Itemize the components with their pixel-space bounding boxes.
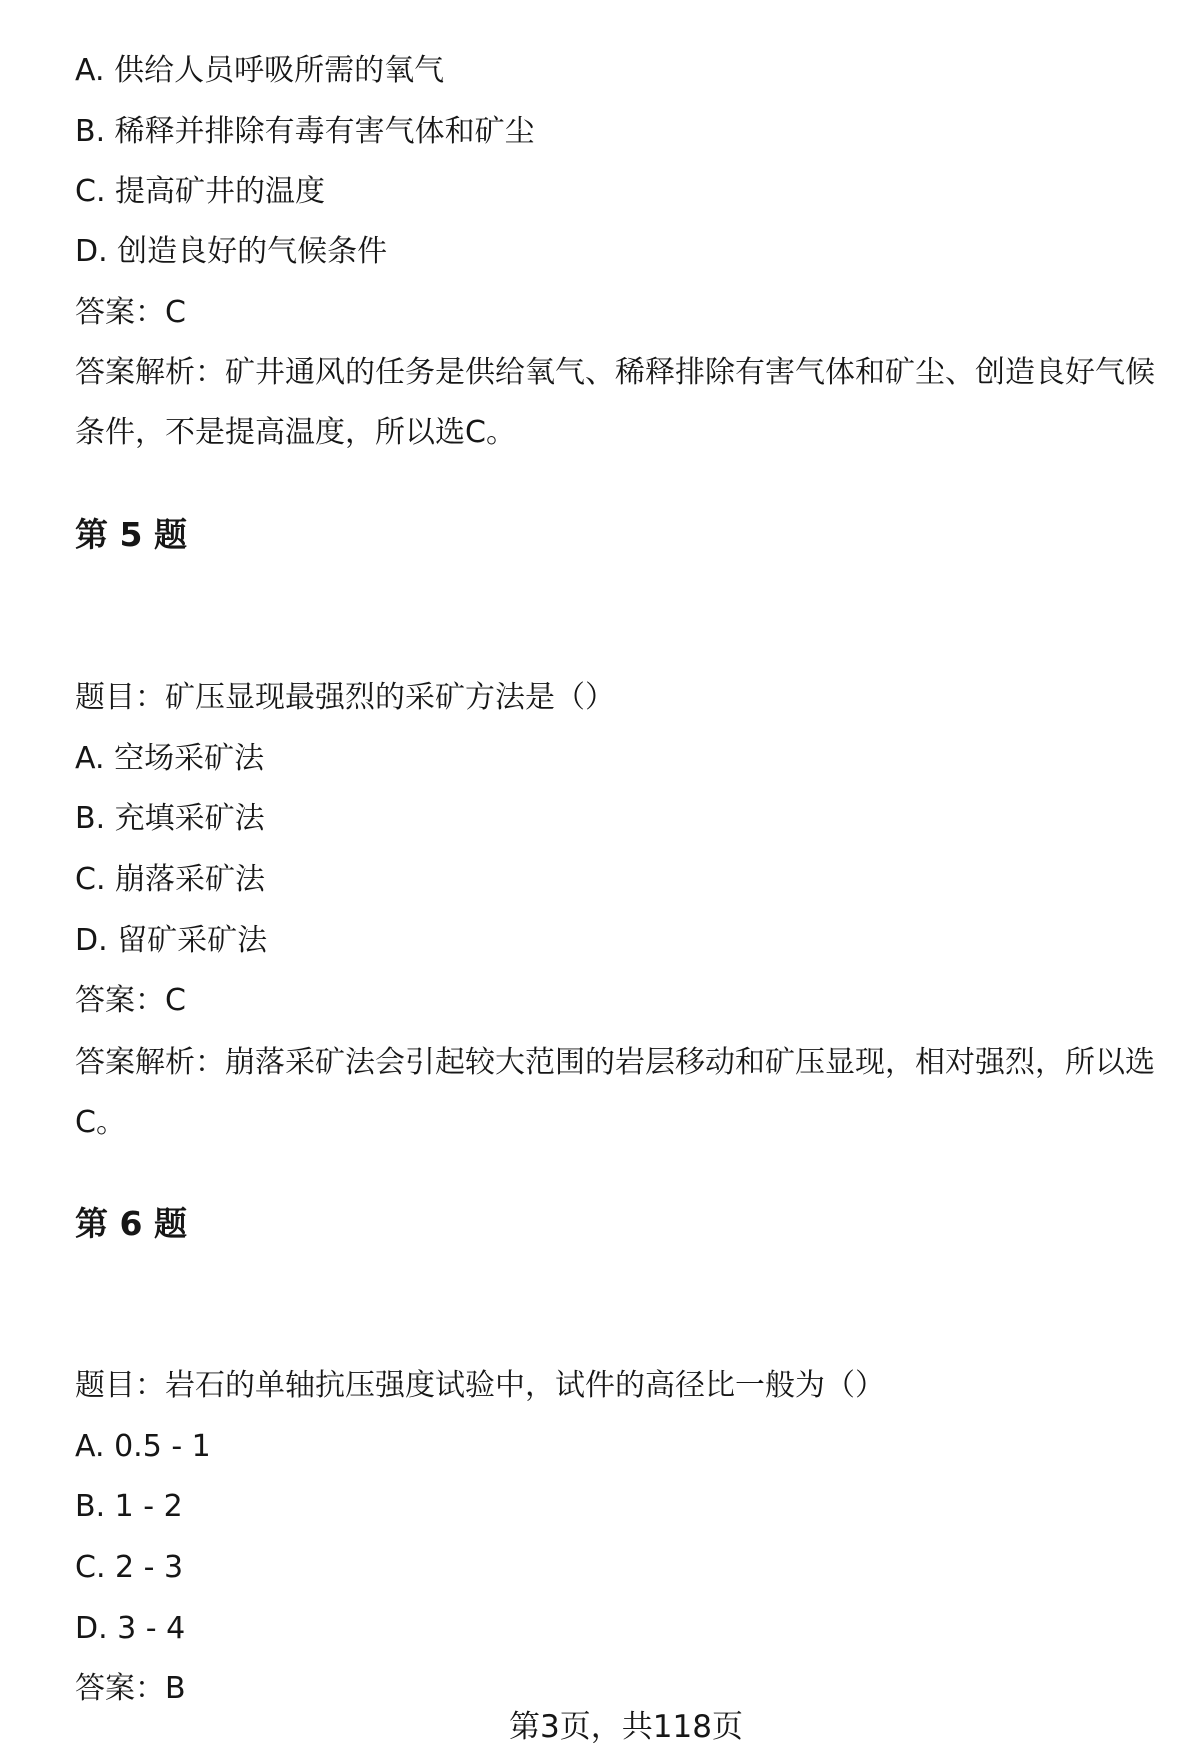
answer-line: 答案：C — [75, 983, 186, 1018]
page-number-footer: 第3页，共118页 — [509, 1709, 743, 1745]
option-b: B. 稀释并排除有毒有害气体和矿尘 — [75, 114, 535, 149]
answer-line: 答案：B — [75, 1671, 186, 1706]
answer-analysis: 答案解析：矿井通风的任务是供给氧气、稀释排除有害气体和矿尘、创造良好气候条件，不是提高温度，所以选C。 — [75, 355, 1155, 450]
question-heading: 第 6 题 — [75, 1204, 187, 1243]
answer-line: 答案：C — [75, 295, 186, 330]
option-d: D. 3 - 4 — [75, 1611, 186, 1646]
option-a: A. 空场采矿法 — [75, 741, 265, 776]
question-prompt: 题目：矿压显现最强烈的采矿方法是（） — [75, 680, 615, 715]
option-a: A. 供给人员呼吸所需的氧气 — [75, 53, 445, 88]
question-prompt: 题目：岩石的单轴抗压强度试验中，试件的高径比一般为（） — [75, 1368, 885, 1403]
option-c: C. 崩落采矿法 — [75, 862, 266, 897]
question-heading: 第 5 题 — [75, 515, 187, 554]
option-c: C. 2 - 3 — [75, 1550, 184, 1585]
option-a: A. 0.5 - 1 — [75, 1429, 211, 1464]
option-d: D. 留矿采矿法 — [75, 923, 268, 958]
option-b: B. 1 - 2 — [75, 1489, 183, 1524]
option-d: D. 创造良好的气候条件 — [75, 234, 388, 269]
answer-analysis: 答案解析：崩落采矿法会引起较大范围的岩层移动和矿压显现，相对强烈，所以选C。 — [75, 1045, 1155, 1140]
option-b: B. 充填采矿法 — [75, 801, 265, 836]
option-c: C. 提高矿井的温度 — [75, 174, 326, 209]
